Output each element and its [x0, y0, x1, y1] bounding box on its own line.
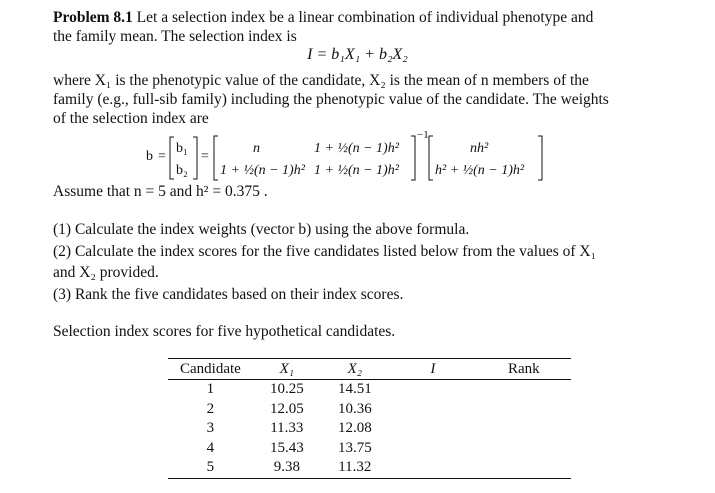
- header-rank: Rank: [477, 359, 571, 380]
- intro-line-1: Let a selection index be a linear combination of individual phenotype and: [136, 9, 594, 26]
- header-index: I: [389, 359, 477, 380]
- vector-bracket-right: [193, 137, 197, 179]
- description-line-3: of the selection index are: [53, 110, 209, 127]
- svg-text:=: =: [201, 149, 209, 164]
- task-2-cont: and X₂ provided.: [53, 264, 159, 281]
- matrix-m21: 1 + ½(n − 1)h²: [220, 163, 305, 178]
- inverse-exponent: −1: [417, 129, 429, 141]
- cell-rank: [477, 458, 571, 478]
- svg-text:=: =: [158, 149, 166, 164]
- cell-index: [389, 458, 477, 478]
- cell-index: [389, 419, 477, 439]
- rhs-r1: nh²: [470, 141, 489, 156]
- header-x1: X₁: [253, 359, 321, 380]
- matrix-bracket-left: [214, 136, 218, 180]
- b2-symbol: b₂: [176, 163, 188, 178]
- description-line-2: family (e.g., full-sib family) including the phenotypic value of the candidate. The weights: [53, 91, 609, 108]
- matrix-m11: n: [253, 141, 260, 156]
- b1-symbol: b₁: [176, 141, 188, 156]
- description-line-1: where X₁ is the phenotypic value of the candidate, X₂ is the mean of n members of the: [53, 72, 589, 89]
- cell-index: [389, 380, 477, 400]
- cell-x1: 9.38: [253, 458, 321, 478]
- table-row: [168, 419, 571, 439]
- cell-candidate: 3: [206, 420, 215, 437]
- rhs-bracket-right: [538, 136, 542, 180]
- matrix-bracket-right: [411, 136, 415, 180]
- cell-x2: 14.51: [337, 381, 372, 398]
- index-equation: I = b₁X₁ + b₂X₂: [307, 46, 408, 63]
- cell-candidate: 4: [206, 439, 215, 456]
- table-row: [168, 400, 571, 420]
- cell-index: [389, 400, 477, 420]
- table-row: [168, 439, 571, 459]
- cell-x2: 11.32: [321, 458, 389, 478]
- cell-x1: 12.05: [269, 400, 304, 417]
- cell-rank: [477, 439, 571, 459]
- cell-x1: 10.25: [269, 381, 304, 398]
- task-2: (2) Calculate the index scores for the five candidates listed below from the values of X₁: [53, 242, 596, 260]
- task-1: (1) Calculate the index weights (vector b) using the above formula.: [53, 221, 470, 238]
- cell-candidate: 5: [168, 458, 253, 478]
- problem-label: Problem 8.1: [53, 9, 133, 26]
- candidate-table: [168, 358, 571, 479]
- assumption: Assume that n = 5 and h² = 0.375 .: [53, 183, 268, 200]
- cell-candidate: 2: [206, 400, 215, 417]
- formula-lhs: b: [146, 149, 153, 164]
- cell-x1: 15.43: [269, 439, 304, 456]
- cell-rank: [477, 400, 571, 420]
- cell-rank: [477, 380, 571, 400]
- table-row: [168, 380, 571, 400]
- rhs-bracket-left: [429, 136, 433, 180]
- task-list: [53, 219, 693, 305]
- cell-x2: 10.36: [337, 400, 372, 417]
- header-x2: X₂: [321, 359, 389, 380]
- cell-candidate: 1: [206, 381, 215, 398]
- cell-index: [389, 439, 477, 459]
- table-row: [168, 458, 571, 478]
- rhs-r2: h² + ½(n − 1)h²: [435, 163, 525, 178]
- matrix-m22: 1 + ½(n − 1)h²: [314, 163, 399, 178]
- cell-x2: 12.08: [337, 420, 372, 437]
- cell-x2: 13.75: [337, 439, 372, 456]
- cell-rank: [477, 419, 571, 439]
- weights-formula: [0, 0, 715, 190]
- table-caption: Selection index scores for five hypothetical candidates.: [53, 323, 396, 340]
- matrix-m12: 1 + ½(n − 1)h²: [314, 141, 399, 156]
- vector-bracket-left: [170, 137, 174, 179]
- intro-line-2: the family mean. The selection index is: [53, 28, 297, 45]
- table-header-row: [168, 359, 571, 380]
- header-candidate: Candidate: [168, 359, 253, 380]
- task-3: (3) Rank the five candidates based on their index scores.: [53, 285, 404, 303]
- cell-x1: 11.33: [270, 420, 304, 437]
